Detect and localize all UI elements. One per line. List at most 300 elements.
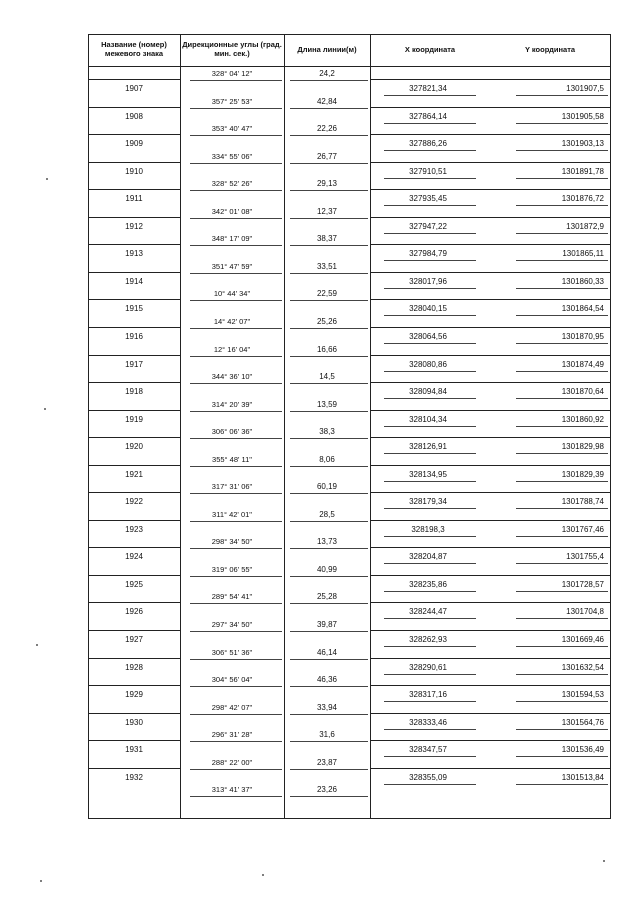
x-coordinate-cell: 328064,56 bbox=[409, 331, 447, 341]
table-row-divider bbox=[88, 244, 180, 245]
table-row-divider bbox=[88, 79, 180, 80]
cell-underline bbox=[516, 784, 608, 785]
x-coordinate-cell: 327821,34 bbox=[409, 84, 447, 93]
table-row-divider bbox=[370, 134, 610, 135]
cell-underline bbox=[290, 135, 368, 136]
x-coordinate-cell: 328317,16 bbox=[409, 690, 447, 700]
direction-angle-cell: 12° 16' 04" bbox=[213, 344, 251, 354]
line-length-cell: 46,14 bbox=[316, 647, 338, 657]
boundary-mark-number: 1920 bbox=[125, 442, 143, 452]
cell-underline bbox=[384, 315, 476, 316]
table-border-left bbox=[88, 34, 89, 818]
cell-underline bbox=[384, 178, 476, 179]
line-length-cell: 28,5 bbox=[319, 509, 335, 519]
x-coordinate-cell: 327864,14 bbox=[409, 111, 447, 121]
cell-underline bbox=[290, 190, 368, 191]
x-coordinate-cell: 327947,22 bbox=[409, 221, 447, 231]
boundary-mark-number: 1922 bbox=[125, 497, 143, 507]
cell-underline bbox=[290, 769, 368, 770]
table-row-divider bbox=[370, 602, 610, 603]
table-row-divider bbox=[370, 520, 610, 521]
table-row-divider bbox=[370, 382, 610, 383]
line-length-cell: 42,84 bbox=[316, 96, 338, 106]
table-header-divider bbox=[88, 66, 611, 67]
cell-underline bbox=[516, 398, 608, 399]
cell-underline bbox=[190, 603, 282, 604]
cell-underline bbox=[290, 466, 368, 467]
direction-angle-cell: 298° 34' 50" bbox=[211, 537, 253, 547]
cell-underline bbox=[190, 466, 282, 467]
boundary-mark-number: 1916 bbox=[125, 331, 143, 341]
cell-underline bbox=[516, 371, 608, 372]
y-coordinate-cell: 1301788,74 bbox=[561, 497, 604, 507]
line-length-cell: 46,36 bbox=[316, 675, 338, 685]
cell-underline bbox=[290, 108, 368, 109]
table-row-divider bbox=[88, 630, 180, 631]
x-coordinate-cell: 327910,51 bbox=[409, 166, 447, 176]
cell-underline bbox=[190, 163, 282, 164]
cell-underline bbox=[190, 273, 282, 274]
direction-angle-cell: 296° 31' 28" bbox=[211, 730, 253, 740]
cell-underline bbox=[190, 493, 282, 494]
y-coordinate-cell: 1301872,9 bbox=[566, 221, 604, 231]
y-coordinate-cell: 1301905,58 bbox=[561, 111, 604, 121]
cell-underline bbox=[290, 411, 368, 412]
table-row-divider bbox=[88, 162, 180, 163]
cell-underline bbox=[516, 260, 608, 261]
cell-underline bbox=[290, 383, 368, 384]
cell-underline bbox=[384, 150, 476, 151]
table-row-divider bbox=[370, 768, 610, 769]
direction-angle-cell: 313° 41' 37" bbox=[211, 785, 253, 795]
y-coordinate-cell: 1301829,39 bbox=[561, 469, 604, 479]
cell-underline bbox=[290, 80, 368, 81]
line-length-cell: 23,26 bbox=[316, 785, 338, 795]
cell-underline bbox=[190, 438, 282, 439]
cell-underline bbox=[290, 245, 368, 246]
cell-underline bbox=[516, 453, 608, 454]
table-row-divider bbox=[370, 327, 610, 328]
cell-underline bbox=[190, 548, 282, 549]
cell-underline bbox=[384, 123, 476, 124]
boundary-mark-number: 1923 bbox=[125, 524, 143, 534]
y-coordinate-cell: 1301860,33 bbox=[561, 276, 604, 286]
x-coordinate-cell: 328262,93 bbox=[409, 635, 447, 644]
x-coordinate-cell: 328198,3 bbox=[411, 524, 445, 534]
scan-speck bbox=[262, 874, 264, 876]
cell-underline bbox=[290, 659, 368, 660]
y-coordinate-cell: 1301536,49 bbox=[561, 745, 604, 755]
x-coordinate-cell: 328040,15 bbox=[409, 304, 447, 314]
header-x-coordinate: X координата bbox=[404, 44, 456, 54]
table-row-divider bbox=[370, 217, 610, 218]
table-row-divider bbox=[88, 217, 180, 218]
cell-underline bbox=[516, 178, 608, 179]
table-row-divider bbox=[88, 107, 180, 108]
boundary-mark-number: 1929 bbox=[125, 690, 143, 700]
cell-underline bbox=[384, 481, 476, 482]
y-coordinate-cell: 1301704,8 bbox=[566, 607, 604, 617]
boundary-mark-number: 1926 bbox=[125, 607, 143, 617]
cell-underline bbox=[384, 646, 476, 647]
cell-underline bbox=[516, 701, 608, 702]
boundary-mark-number: 1907 bbox=[125, 84, 143, 93]
x-coordinate-cell: 327886,26 bbox=[409, 139, 447, 149]
cell-underline bbox=[190, 190, 282, 191]
table-row-divider bbox=[370, 658, 610, 659]
cell-underline bbox=[384, 701, 476, 702]
cell-underline bbox=[190, 686, 282, 687]
cell-underline bbox=[290, 714, 368, 715]
direction-angle-cell: 317° 31' 06" bbox=[211, 482, 253, 492]
direction-angle-cell: 328° 52' 26" bbox=[211, 179, 253, 189]
line-length-cell: 31,6 bbox=[319, 730, 335, 740]
table-row-divider bbox=[370, 547, 610, 548]
direction-angle-cell: 328° 04' 12" bbox=[211, 69, 253, 78]
table-border-right bbox=[610, 34, 611, 818]
x-coordinate-cell: 328094,84 bbox=[409, 387, 447, 397]
cell-underline bbox=[290, 356, 368, 357]
direction-angle-cell: 289° 54' 41" bbox=[211, 592, 253, 602]
direction-angle-cell: 298° 42' 07" bbox=[211, 702, 253, 712]
cell-underline bbox=[384, 784, 476, 785]
cell-underline bbox=[290, 576, 368, 577]
cell-underline bbox=[290, 631, 368, 632]
line-length-cell: 60,19 bbox=[316, 482, 338, 492]
cell-underline bbox=[516, 95, 608, 96]
cell-underline bbox=[290, 548, 368, 549]
header-line-length: Длина линии(м) bbox=[297, 44, 357, 54]
table-row-divider bbox=[88, 410, 180, 411]
table-row-divider bbox=[370, 162, 610, 163]
boundary-mark-number: 1915 bbox=[125, 304, 143, 314]
table-column-divider bbox=[370, 34, 371, 818]
table-row-divider bbox=[370, 410, 610, 411]
boundary-mark-number: 1919 bbox=[125, 414, 143, 424]
line-length-cell: 25,28 bbox=[316, 592, 338, 602]
cell-underline bbox=[190, 218, 282, 219]
cell-underline bbox=[384, 95, 476, 96]
table-row-divider bbox=[88, 547, 180, 548]
direction-angle-cell: 311° 42' 01" bbox=[212, 509, 252, 519]
table-row-divider bbox=[88, 134, 180, 135]
table-row-divider bbox=[370, 630, 610, 631]
direction-angle-cell: 306° 06' 36" bbox=[211, 427, 253, 437]
cell-underline bbox=[190, 631, 282, 632]
table-row-divider bbox=[370, 272, 610, 273]
cell-underline bbox=[384, 233, 476, 234]
cell-underline bbox=[516, 536, 608, 537]
header-y-coordinate: Y координата bbox=[524, 44, 576, 54]
line-length-cell: 13,73 bbox=[316, 537, 338, 547]
y-coordinate-cell: 1301907,5 bbox=[566, 84, 604, 93]
y-coordinate-cell: 1301594,53 bbox=[561, 690, 604, 700]
boundary-mark-number: 1911 bbox=[125, 194, 143, 204]
cell-underline bbox=[516, 233, 608, 234]
table-row-divider bbox=[88, 492, 180, 493]
line-length-cell: 16,66 bbox=[316, 344, 338, 354]
y-coordinate-cell: 1301860,92 bbox=[561, 414, 604, 424]
y-coordinate-cell: 1301755,4 bbox=[566, 552, 604, 562]
direction-angle-cell: 342° 01' 08" bbox=[211, 206, 253, 216]
x-coordinate-cell: 327984,79 bbox=[409, 249, 447, 259]
table-row-divider bbox=[88, 768, 180, 769]
table-row-divider bbox=[88, 575, 180, 576]
line-length-cell: 29,13 bbox=[316, 179, 338, 189]
table-row-divider bbox=[370, 299, 610, 300]
direction-angle-cell: 353° 40' 47" bbox=[211, 124, 253, 134]
line-length-cell: 40,99 bbox=[316, 564, 338, 574]
line-length-cell: 13,59 bbox=[316, 399, 338, 409]
boundary-mark-number: 1917 bbox=[125, 359, 143, 369]
cell-underline bbox=[384, 453, 476, 454]
cell-underline bbox=[190, 576, 282, 577]
line-length-cell: 26,77 bbox=[316, 151, 338, 161]
line-length-cell: 12,37 bbox=[316, 206, 338, 216]
cell-underline bbox=[516, 426, 608, 427]
direction-angle-cell: 357° 25' 53" bbox=[211, 96, 253, 106]
boundary-mark-number: 1910 bbox=[125, 166, 143, 176]
cell-underline bbox=[290, 741, 368, 742]
table-row-divider bbox=[88, 658, 180, 659]
cell-underline bbox=[290, 273, 368, 274]
table-row-divider bbox=[88, 355, 180, 356]
cell-underline bbox=[290, 603, 368, 604]
line-length-cell: 33,51 bbox=[316, 261, 338, 271]
boundary-mark-number: 1924 bbox=[125, 552, 143, 562]
table-row-divider bbox=[88, 272, 180, 273]
scan-speck bbox=[603, 860, 605, 862]
table-row-divider bbox=[88, 189, 180, 190]
y-coordinate-cell: 1301903,13 bbox=[561, 139, 604, 149]
table-row-divider bbox=[370, 465, 610, 466]
scan-speck bbox=[40, 880, 42, 882]
cell-underline bbox=[516, 315, 608, 316]
line-length-cell: 38,3 bbox=[319, 427, 335, 437]
direction-angle-cell: 348° 17' 09" bbox=[211, 234, 253, 244]
cell-underline bbox=[190, 135, 282, 136]
x-coordinate-cell: 328134,95 bbox=[409, 469, 447, 479]
line-length-cell: 33,94 bbox=[316, 702, 338, 712]
x-coordinate-cell: 328290,61 bbox=[409, 662, 447, 672]
cell-underline bbox=[190, 714, 282, 715]
line-length-cell: 22,59 bbox=[316, 289, 338, 299]
y-coordinate-cell: 1301891,78 bbox=[561, 166, 604, 176]
line-length-cell: 8,06 bbox=[319, 454, 335, 464]
table-row-divider bbox=[370, 713, 610, 714]
table-row-divider bbox=[88, 602, 180, 603]
table-row-divider bbox=[370, 437, 610, 438]
direction-angle-cell: 344° 36' 10" bbox=[211, 372, 253, 382]
cell-underline bbox=[290, 493, 368, 494]
cell-underline bbox=[190, 741, 282, 742]
cell-underline bbox=[290, 686, 368, 687]
cell-underline bbox=[516, 123, 608, 124]
cell-underline bbox=[516, 343, 608, 344]
x-coordinate-cell: 328235,86 bbox=[409, 579, 447, 589]
cell-underline bbox=[516, 729, 608, 730]
cell-underline bbox=[384, 729, 476, 730]
table-row-divider bbox=[88, 327, 180, 328]
cell-underline bbox=[384, 288, 476, 289]
y-coordinate-cell: 1301728,57 bbox=[561, 579, 604, 589]
cell-underline bbox=[516, 756, 608, 757]
y-coordinate-cell: 1301870,95 bbox=[561, 331, 604, 341]
cell-underline bbox=[516, 205, 608, 206]
cell-underline bbox=[516, 646, 608, 647]
table-border-bottom bbox=[88, 818, 611, 819]
table-row-divider bbox=[370, 244, 610, 245]
y-coordinate-cell: 1301870,64 bbox=[561, 387, 604, 397]
cell-underline bbox=[190, 796, 282, 797]
boundary-mark-number: 1930 bbox=[125, 717, 143, 727]
header-mark-name: Название (номер) межевого знака bbox=[101, 40, 167, 58]
cell-underline bbox=[516, 508, 608, 509]
direction-angle-cell: 10° 44' 34" bbox=[213, 289, 251, 299]
table-row-divider bbox=[370, 107, 610, 108]
table-row-divider bbox=[370, 685, 610, 686]
table-row-divider bbox=[88, 740, 180, 741]
x-coordinate-cell: 328347,57 bbox=[409, 745, 447, 755]
table-row-divider bbox=[370, 355, 610, 356]
boundary-mark-number: 1925 bbox=[125, 579, 143, 589]
cell-underline bbox=[384, 398, 476, 399]
boundary-mark-number: 1918 bbox=[125, 387, 143, 397]
cell-underline bbox=[290, 328, 368, 329]
x-coordinate-cell: 327935,45 bbox=[409, 194, 447, 204]
boundary-mark-number: 1913 bbox=[125, 249, 143, 259]
cell-underline bbox=[290, 521, 368, 522]
cell-underline bbox=[384, 508, 476, 509]
cell-underline bbox=[190, 108, 282, 109]
x-coordinate-cell: 328126,91 bbox=[409, 442, 447, 452]
table-row-divider bbox=[88, 437, 180, 438]
x-coordinate-cell: 328204,87 bbox=[409, 552, 447, 562]
cell-underline bbox=[384, 563, 476, 564]
cell-underline bbox=[190, 383, 282, 384]
cell-underline bbox=[384, 205, 476, 206]
y-coordinate-cell: 1301564,76 bbox=[561, 717, 604, 727]
boundary-mark-number: 1914 bbox=[125, 276, 143, 286]
direction-angle-cell: 314° 20' 39" bbox=[211, 399, 253, 409]
cell-underline bbox=[190, 769, 282, 770]
x-coordinate-cell: 328104,34 bbox=[409, 414, 447, 424]
table-row-divider bbox=[370, 492, 610, 493]
boundary-mark-number: 1921 bbox=[125, 469, 143, 479]
cell-underline bbox=[384, 756, 476, 757]
boundary-mark-number: 1927 bbox=[125, 635, 143, 644]
cell-underline bbox=[290, 218, 368, 219]
table-row-divider bbox=[370, 575, 610, 576]
cell-underline bbox=[384, 536, 476, 537]
table-row-divider bbox=[88, 465, 180, 466]
y-coordinate-cell: 1301876,72 bbox=[561, 194, 604, 204]
direction-angle-cell: 304° 56' 04" bbox=[211, 675, 253, 685]
cell-underline bbox=[190, 521, 282, 522]
x-coordinate-cell: 328244,47 bbox=[409, 607, 447, 617]
cell-underline bbox=[290, 300, 368, 301]
y-coordinate-cell: 1301632,54 bbox=[561, 662, 604, 672]
y-coordinate-cell: 1301865,11 bbox=[562, 249, 604, 259]
y-coordinate-cell: 1301767,46 bbox=[561, 524, 604, 534]
direction-angle-cell: 351° 47' 59" bbox=[211, 261, 253, 271]
y-coordinate-cell: 1301864,54 bbox=[561, 304, 604, 314]
cell-underline bbox=[290, 438, 368, 439]
cell-underline bbox=[384, 260, 476, 261]
x-coordinate-cell: 328017,96 bbox=[409, 276, 447, 286]
cell-underline bbox=[516, 591, 608, 592]
scan-speck bbox=[44, 408, 46, 410]
x-coordinate-cell: 328179,34 bbox=[409, 497, 447, 507]
line-length-cell: 38,37 bbox=[316, 234, 338, 244]
line-length-cell: 24,2 bbox=[319, 69, 335, 78]
cell-underline bbox=[516, 288, 608, 289]
y-coordinate-cell: 1301513,84 bbox=[561, 772, 604, 782]
line-length-cell: 23,87 bbox=[316, 757, 338, 767]
cell-underline bbox=[384, 426, 476, 427]
direction-angle-cell: 288° 22' 00" bbox=[211, 757, 253, 767]
boundary-mark-number: 1928 bbox=[125, 662, 143, 672]
cell-underline bbox=[190, 80, 282, 81]
table-row-divider bbox=[88, 685, 180, 686]
cell-underline bbox=[190, 328, 282, 329]
x-coordinate-cell: 328355,09 bbox=[409, 772, 447, 782]
table-row-divider bbox=[88, 713, 180, 714]
line-length-cell: 14,5 bbox=[319, 372, 335, 382]
cell-underline bbox=[290, 796, 368, 797]
direction-angle-cell: 297° 34' 50" bbox=[211, 620, 253, 629]
y-coordinate-cell: 1301874,49 bbox=[561, 359, 604, 369]
table-row-divider bbox=[370, 189, 610, 190]
cell-underline bbox=[190, 300, 282, 301]
boundary-mark-number: 1908 bbox=[125, 111, 143, 121]
table-row-divider bbox=[88, 299, 180, 300]
boundary-mark-number: 1931 bbox=[125, 745, 143, 755]
cell-underline bbox=[290, 163, 368, 164]
cell-underline bbox=[516, 674, 608, 675]
x-coordinate-cell: 328333,46 bbox=[409, 717, 447, 727]
table-row-divider bbox=[370, 79, 610, 80]
cell-underline bbox=[190, 356, 282, 357]
table-row-divider bbox=[88, 520, 180, 521]
cell-underline bbox=[516, 481, 608, 482]
boundary-mark-number: 1932 bbox=[125, 772, 143, 782]
cell-underline bbox=[190, 245, 282, 246]
cell-underline bbox=[516, 618, 608, 619]
cell-underline bbox=[190, 411, 282, 412]
scan-speck bbox=[46, 178, 48, 180]
boundary-mark-number: 1909 bbox=[125, 139, 143, 149]
cell-underline bbox=[384, 371, 476, 372]
direction-angle-cell: 14° 42' 07" bbox=[213, 316, 251, 326]
cell-underline bbox=[384, 618, 476, 619]
scan-speck bbox=[36, 644, 38, 646]
direction-angle-cell: 334° 55' 06" bbox=[211, 151, 253, 161]
table-row-divider bbox=[370, 740, 610, 741]
table-row-divider bbox=[88, 382, 180, 383]
cell-underline bbox=[384, 674, 476, 675]
cell-underline bbox=[384, 343, 476, 344]
line-length-cell: 22,26 bbox=[316, 124, 338, 134]
y-coordinate-cell: 1301829,98 bbox=[561, 442, 604, 452]
cell-underline bbox=[516, 150, 608, 151]
y-coordinate-cell: 1301669,46 bbox=[561, 635, 604, 644]
line-length-cell: 39,87 bbox=[316, 620, 338, 629]
line-length-cell: 25,26 bbox=[316, 316, 338, 326]
cell-underline bbox=[384, 591, 476, 592]
x-coordinate-cell: 328080,86 bbox=[409, 359, 447, 369]
boundary-mark-number: 1912 bbox=[125, 221, 143, 231]
